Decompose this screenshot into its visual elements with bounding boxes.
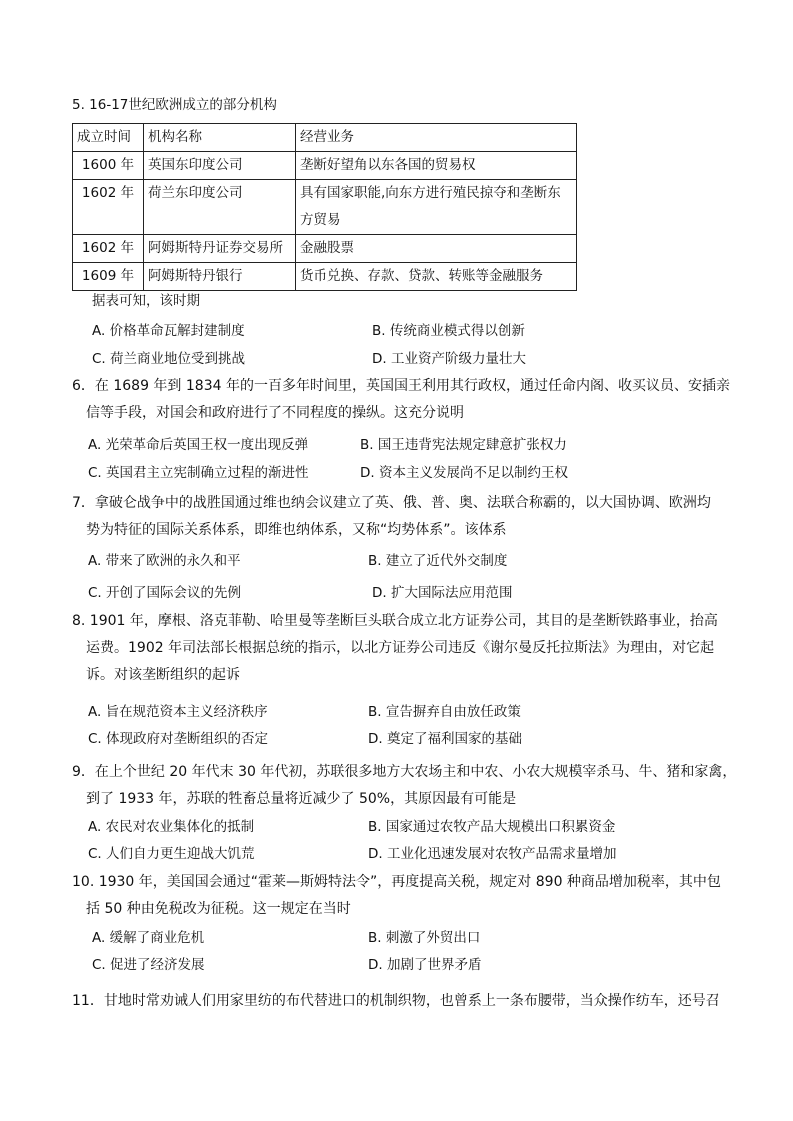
q8-option-d[interactable]: D. 奠定了福利国家的基础 bbox=[368, 731, 522, 747]
q7-option-a[interactable]: A. 带来了欧洲的永久和平 bbox=[88, 553, 241, 569]
name-cell: 英国东印度公司 bbox=[144, 152, 296, 180]
table-row bbox=[73, 235, 577, 263]
institutions-table bbox=[72, 123, 577, 291]
business-cell bbox=[296, 235, 577, 263]
header-cell: 经营业务 bbox=[296, 124, 577, 152]
header-cell: 成立时间 bbox=[73, 124, 144, 152]
q6-option-c[interactable]: C. 英国君主立宪制确立过程的渐进性 bbox=[88, 465, 309, 481]
q9-option-b[interactable]: B. 国家通过农牧产品大规模出口积累资金 bbox=[368, 819, 616, 835]
table-row bbox=[73, 263, 577, 291]
business-cell bbox=[296, 180, 577, 235]
q5-stem: 据表可知，该时期 bbox=[92, 293, 200, 309]
q10-option-c[interactable]: C. 促进了经济发展 bbox=[92, 957, 205, 973]
q9-option-d[interactable]: D. 工业化迅速发展对农牧产品需求量增加 bbox=[368, 846, 617, 862]
year-cell: 1600 年 bbox=[73, 152, 144, 180]
q11-stem-line: 11．甘地时常劝诫人们用家里纺的布代替进口的机制织物，也曾系上一条布腰带，当众操作纺车，还号召 bbox=[72, 993, 720, 1009]
q7-stem-line: 势为特征的国际关系体系，即维也纳体系，又称“均势体系”。该体系 bbox=[86, 522, 507, 538]
q6-stem-line: 信等手段，对国会和政府进行了不同程度的操纵。这充分说明 bbox=[86, 405, 464, 421]
business-line: 金融股票 bbox=[300, 240, 354, 256]
q9-option-c[interactable]: C. 人们自力更生迎战大饥荒 bbox=[88, 846, 255, 862]
year-cell: 1609 年 bbox=[73, 263, 144, 291]
q8-option-b[interactable]: B. 宣告摒弃自由放任政策 bbox=[368, 704, 521, 720]
name-cell: 荷兰东印度公司 bbox=[144, 180, 296, 235]
year-cell: 1602 年 bbox=[73, 235, 144, 263]
table-header-row bbox=[73, 124, 577, 152]
q10-stem-line: 10. 1930 年，美国国会通过“霍莱—斯姆特法令”，再度提高关税，规定对 890 种商品增加税率，其中包 bbox=[72, 874, 721, 890]
q7-option-d[interactable]: D. 扩大国际法应用范围 bbox=[372, 585, 513, 601]
year-cell: 1602 年 bbox=[73, 180, 144, 235]
q5-option-b[interactable]: B. 传统商业模式得以创新 bbox=[372, 323, 525, 339]
business-cell bbox=[296, 152, 577, 180]
business-line: 具有国家职能,向东方进行殖民掠夺和垄断东 bbox=[300, 185, 561, 201]
q6-option-b[interactable]: B. 国王违背宪法规定肆意扩张权力 bbox=[360, 437, 567, 453]
q7-stem-line: 7．拿破仑战争中的战胜国通过维也纳会议建立了英、俄、普、奥、法联合称霸的，以大国协调、欧洲均 bbox=[72, 495, 711, 511]
header-cell: 机构名称 bbox=[144, 124, 296, 152]
q5-option-c[interactable]: C. 荷兰商业地位受到挑战 bbox=[92, 351, 246, 367]
q5-option-d[interactable]: D. 工业资产阶级力量壮大 bbox=[372, 351, 526, 367]
q8-stem-line: 8. 1901 年，摩根、洛克菲勒、哈里曼等垄断巨头联合成立北方证券公司，其目的是垄断铁路事业，抬高 bbox=[72, 613, 718, 629]
q6-option-a[interactable]: A. 光荣革命后英国王权一度出现反弹 bbox=[88, 437, 309, 453]
q7-option-b[interactable]: B. 建立了近代外交制度 bbox=[368, 553, 508, 569]
q8-stem-line: 运费。1902 年司法部长根据总统的指示，以北方证券公司违反《谢尔曼反托拉斯法》为理由，对它起 bbox=[86, 640, 715, 656]
business-line: 垄断好望角以东各国的贸易权 bbox=[300, 157, 476, 173]
q5-option-a[interactable]: A. 价格革命瓦解封建制度 bbox=[92, 323, 245, 339]
q10-option-a[interactable]: A. 缓解了商业危机 bbox=[92, 930, 205, 946]
q9-option-a[interactable]: A. 农民对农业集体化的抵制 bbox=[88, 819, 255, 835]
q8-option-c[interactable]: C. 体现政府对垄断组织的否定 bbox=[88, 731, 269, 747]
q8-option-a[interactable]: A. 旨在规范资本主义经济秩序 bbox=[88, 704, 268, 720]
business-cell bbox=[296, 263, 577, 291]
name-cell: 阿姆斯特丹证券交易所 bbox=[144, 235, 296, 263]
q7-option-c[interactable]: C. 开创了国际会议的先例 bbox=[88, 585, 242, 601]
business-line: 方贸易 bbox=[300, 212, 341, 228]
table-row bbox=[73, 152, 577, 180]
q9-stem-line: 到了 1933 年，苏联的牲畜总量将近减少了 50%，其原因最有可能是 bbox=[86, 791, 517, 807]
q9-stem-line: 9．在上个世纪 20 年代末 30 年代初，苏联很多地方大农场主和中农、小农大规模宰杀马、牛、猪和家禽， bbox=[72, 764, 737, 780]
business-line: 货币兑换、存款、贷款、转账等金融服务 bbox=[300, 268, 543, 284]
q5-title: 5. 16-17世纪欧洲成立的部分机构 bbox=[72, 97, 277, 113]
q10-option-d[interactable]: D. 加剧了世界矛盾 bbox=[368, 957, 482, 973]
table-row bbox=[73, 180, 577, 235]
q6-option-d[interactable]: D. 资本主义发展尚不足以制约王权 bbox=[360, 465, 568, 481]
q8-stem-line: 诉。对该垄断组织的起诉 bbox=[86, 667, 240, 683]
q10-stem-line: 括 50 种由免税改为征税。这一规定在当时 bbox=[86, 901, 351, 917]
q6-stem-line: 6．在 1689 年到 1834 年的一百多年时间里，英国国王利用其行政权，通过任命内阁、收买议员、安插亲 bbox=[72, 378, 730, 394]
q10-option-b[interactable]: B. 刺激了外贸出口 bbox=[368, 930, 481, 946]
name-cell: 阿姆斯特丹银行 bbox=[144, 263, 296, 291]
